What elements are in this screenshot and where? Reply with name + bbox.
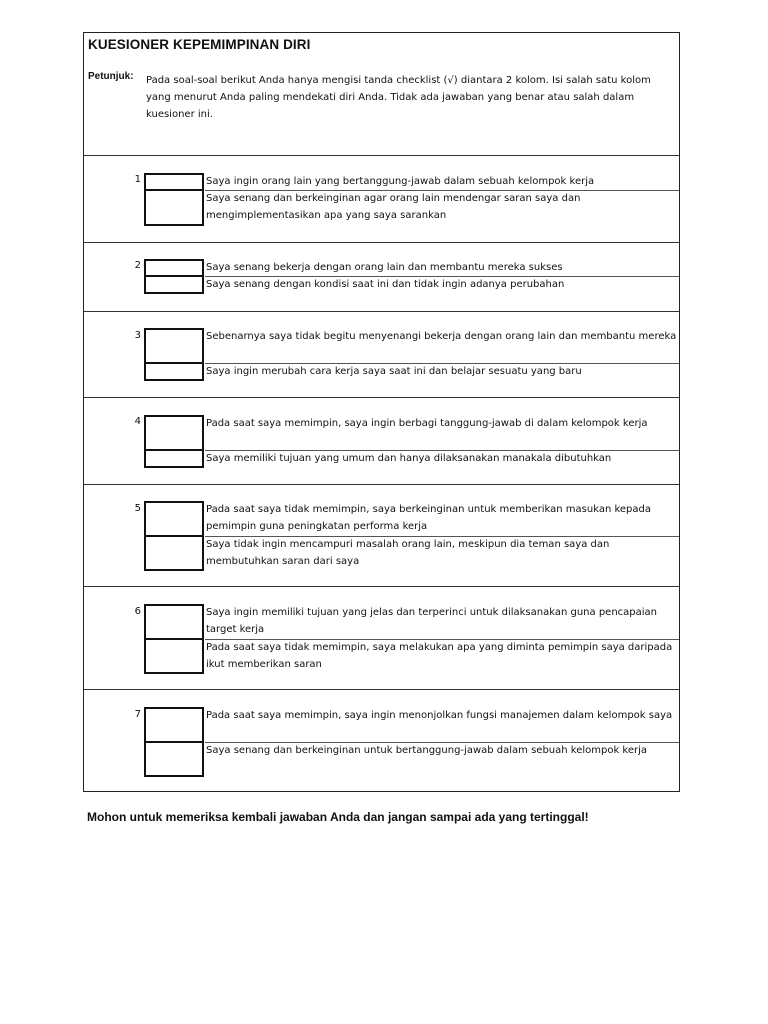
statement-q2-b: Saya senang dengan kondisi saat ini dan tidak ingin adanya perubahan xyxy=(206,279,565,290)
statement-q3-b: Saya ingin merubah cara kerja saya saat ini dan belajar sesuatu yang baru xyxy=(206,366,582,377)
checkbox-q2-a[interactable] xyxy=(144,259,204,276)
checkbox-q1-a[interactable] xyxy=(144,173,204,190)
section-divider xyxy=(84,155,679,156)
question-number: 7 xyxy=(134,709,141,720)
checkbox-q5-b[interactable] xyxy=(144,536,204,571)
statement-q5-a: Pada saat saya tidak memimpin, saya berkeinginan untuk memberikan masukan kepada pemimpin guna peningkatan performa kerja xyxy=(206,504,651,532)
question-divider xyxy=(84,689,679,690)
instructions-text: Pada soal-soal berikut Anda hanya mengisi tanda checklist (√) diantara 2 kolom. Isi salah satu kolom yang menurut Anda paling mendekati diri Anda. Tidak ada jawaban yang benar atau salah dalam kuesioner ini. xyxy=(146,75,651,120)
checkbox-q3-b[interactable] xyxy=(144,363,204,381)
question-divider xyxy=(84,484,679,485)
question-divider xyxy=(84,242,679,243)
question-divider xyxy=(84,586,679,587)
statement-q6-b: Pada saat saya tidak memimpin, saya melakukan apa yang diminta pemimpin saya daripada ikut memberikan saran xyxy=(206,642,673,670)
checkbox-q4-a[interactable] xyxy=(144,415,204,450)
statement-q4-b: Saya memiliki tujuan yang umum dan hanya dilaksanakan manakala dibutuhkan xyxy=(206,453,612,464)
checkbox-q5-a[interactable] xyxy=(144,501,204,536)
statement-q7-b: Saya senang dan berkeinginan untuk bertanggung-jawab dalam sebuah kelompok kerja xyxy=(206,745,648,756)
statement-q4-a: Pada saat saya memimpin, saya ingin berbagi tanggung-jawab di dalam kelompok kerja xyxy=(206,418,648,429)
question-number: 6 xyxy=(134,606,141,617)
instructions-label: Petunjuk: xyxy=(88,71,134,82)
statement-q1-a: Saya ingin orang lain yang bertanggung-jawab dalam sebuah kelompok kerja xyxy=(206,176,595,187)
question-number: 3 xyxy=(134,330,141,341)
question-divider xyxy=(84,311,679,312)
checkbox-q7-a[interactable] xyxy=(144,707,204,742)
questionnaire-frame xyxy=(83,32,680,792)
checkbox-q7-b[interactable] xyxy=(144,742,204,777)
statement-q5-b: Saya tidak ingin mencampuri masalah orang lain, meskipun dia teman saya dan membutuhkan saran dari saya xyxy=(206,539,610,567)
checkbox-q3-a[interactable] xyxy=(144,328,204,363)
statement-q6-a: Saya ingin memiliki tujuan yang jelas dan terperinci untuk dilaksanakan guna pencapaian target kerja xyxy=(206,607,657,635)
page-title: KUESIONER KEPEMIMPINAN DIRI xyxy=(88,37,311,52)
statement-q3-a: Sebenarnya saya tidak begitu menyenangi bekerja dengan orang lain dan membantu mereka xyxy=(206,331,677,342)
question-divider xyxy=(84,397,679,398)
statement-q7-a: Pada saat saya memimpin, saya ingin menonjolkan fungsi manajemen dalam kelompok saya xyxy=(206,710,673,721)
checkbox-q6-a[interactable] xyxy=(144,604,204,639)
statement-q1-b: Saya senang dan berkeinginan agar orang lain mendengar saran saya dan mengimplementasikan apa yang saya sarankan xyxy=(206,193,581,221)
checkbox-q2-b[interactable] xyxy=(144,276,204,294)
question-number: 5 xyxy=(134,503,141,514)
checkbox-q1-b[interactable] xyxy=(144,190,204,226)
checkbox-q6-b[interactable] xyxy=(144,639,204,674)
footer-reminder: Mohon untuk memeriksa kembali jawaban Anda dan jangan sampai ada yang tertinggal! xyxy=(87,810,589,824)
question-number: 4 xyxy=(134,416,141,427)
statement-q2-a: Saya senang bekerja dengan orang lain dan membantu mereka sukses xyxy=(206,262,563,273)
checkbox-q4-b[interactable] xyxy=(144,450,204,468)
question-number: 2 xyxy=(134,260,141,271)
question-number: 1 xyxy=(134,174,141,185)
